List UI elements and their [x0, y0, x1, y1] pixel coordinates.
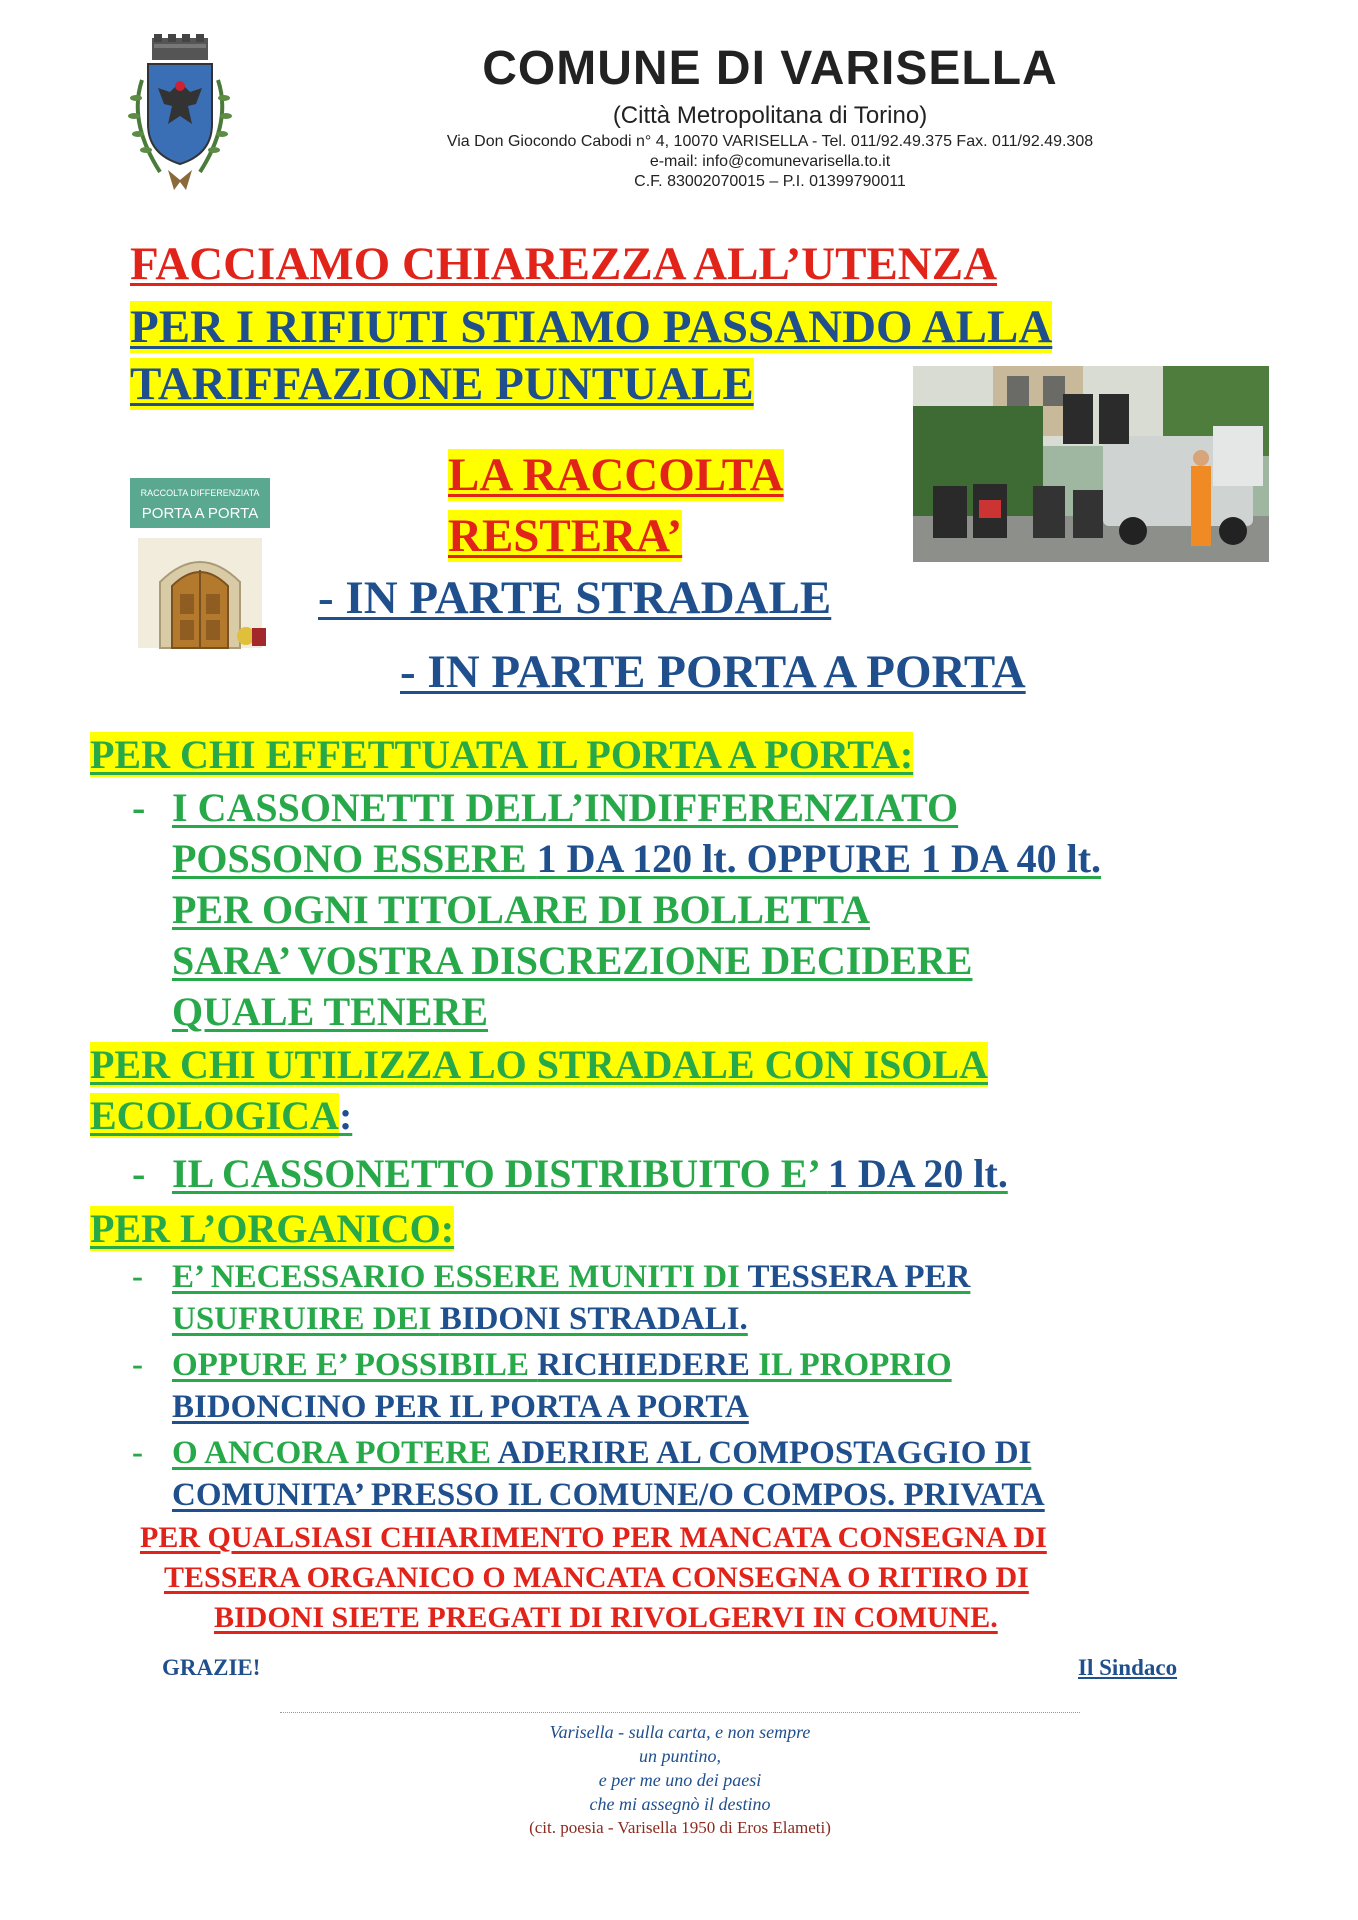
organico-bullet-3b: ADERIRE AL COMPOSTAGGIO DI — [497, 1435, 1032, 1471]
poem-line-1: Varisella - sulla carta, e non sempre — [549, 1722, 811, 1742]
poem-quote — [380, 1720, 980, 1816]
section-stradale-dash: - — [132, 1151, 146, 1196]
organico-bullet-1-line-2 — [172, 1302, 748, 1337]
section-porta-line-2 — [172, 838, 1101, 880]
collection-item-stradale: - IN PARTE STRADALE — [318, 572, 832, 624]
section-porta-line-4: SARA’ VOSTRA DISCREZIONE DECIDERE — [172, 938, 973, 983]
separator-line — [280, 1712, 1080, 1713]
section-stradale-bin-size: 1 DA 20 lt. — [827, 1151, 1008, 1196]
organico-bullet-3-dash: - — [132, 1435, 143, 1471]
organico-bullet-2c: IL PROPRIO — [749, 1347, 952, 1383]
collection-title-1 — [448, 451, 784, 500]
section-stradale-line-1 — [172, 1153, 1008, 1195]
organico-bullet-3a: O ANCORA POTERE — [172, 1435, 498, 1471]
organico-bullet-1d: BIDONI STRADALI. — [439, 1301, 748, 1337]
section-porta-heading — [90, 734, 913, 776]
poem-line-4: che mi assegnò il destino — [589, 1794, 771, 1814]
municipality-tax-code: C.F. 83002070015 – P.I. 01399790011 — [634, 173, 906, 190]
headline-line-1: FACCIAMO CHIAREZZA ALL’UTENZA — [130, 238, 998, 290]
municipality-address: Via Don Giocondo Cabodi n° 4, 10070 VARISELLA - Tel. 011/92.49.375 Fax. 011/92.49.308 — [446, 133, 1094, 150]
organico-bullet-1-line-1 — [172, 1260, 970, 1295]
organico-bullet-3-line-2: COMUNITA’ PRESSO IL COMUNE/O COMPOS. PRIVATA — [172, 1477, 1045, 1513]
porta-a-porta-badge — [128, 478, 272, 654]
collection-title-2 — [448, 512, 682, 561]
organico-bullet-3-line-1 — [172, 1436, 1031, 1471]
poem-citation: (cit. poesia - Varisella 1950 di Eros Elameti) — [529, 1818, 831, 1837]
municipality-header — [380, 40, 1160, 192]
section-stradale-heading-1-text: PER CHI UTILIZZA LO STRADALE CON ISOLA — [90, 1042, 988, 1087]
section-porta-line-1: I CASSONETTI DELL’INDIFFERENZIATO — [172, 785, 959, 830]
municipal-crest-logo — [124, 32, 236, 196]
notice-line-2: TESSERA ORGANICO O MANCATA CONSEGNA O RITIRO DI — [164, 1561, 1029, 1594]
collection-title-2-text: RESTERA’ — [448, 510, 683, 562]
waste-collection-photo — [913, 366, 1269, 562]
section-stradale-line-1a: IL CASSONETTO DISTRIBUITO E’ — [172, 1151, 828, 1196]
headline-line-3 — [130, 360, 754, 409]
section-porta-heading-text: PER CHI EFFETTUATA IL PORTA A PORTA: — [90, 732, 914, 777]
headline-line-3-text: TARIFFAZIONE PUNTUALE — [130, 358, 754, 410]
headline-line-2 — [130, 303, 1052, 352]
poem-line-3: e per me uno dei paesi — [598, 1770, 762, 1790]
municipality-name: COMUNE DI VARISELLA — [482, 42, 1058, 95]
section-stradale-heading-2-text: ECOLOGICA — [90, 1093, 339, 1138]
organico-bullet-1c: USUFRUIRE DEI — [172, 1301, 440, 1337]
collection-item-porta: - IN PARTE PORTA A PORTA — [400, 646, 1026, 698]
organico-bullet-1b: TESSERA PER — [747, 1259, 971, 1295]
section-porta-line-3: PER OGNI TITOLARE DI BOLLETTA — [172, 887, 870, 932]
section-stradale-heading-1 — [90, 1044, 988, 1086]
section-porta-bin-sizes: 1 DA 120 lt. OPPURE 1 DA 40 lt. — [536, 836, 1102, 881]
section-stradale-heading-2 — [90, 1095, 352, 1137]
organico-bullet-2-line-2: BIDONCINO PER IL PORTA A PORTA — [172, 1389, 749, 1425]
section-organico-heading-text: PER L’ORGANICO: — [90, 1206, 455, 1251]
section-porta-line-5: QUALE TENERE — [172, 989, 489, 1034]
section-porta-dash: - — [132, 785, 146, 830]
organico-bullet-2-dash: - — [132, 1347, 143, 1383]
badge-line-2: PORTA A PORTA — [141, 505, 259, 522]
organico-bullet-2a: OPPURE E’ POSSIBILE — [172, 1347, 538, 1383]
notice-line-1: PER QUALSIASI CHIARIMENTO PER MANCATA CONSEGNA DI — [140, 1521, 1047, 1554]
organico-bullet-1-dash: - — [132, 1259, 143, 1295]
headline-line-2-text: PER I RIFIUTI STIAMO PASSANDO ALLA — [130, 301, 1053, 353]
municipality-email: e-mail: info@comunevarisella.to.it — [649, 153, 891, 170]
municipality-subtitle: (Città Metropolitana di Torino) — [612, 102, 928, 129]
collection-title-1-text: LA RACCOLTA — [448, 449, 784, 501]
organico-bullet-2-line-1 — [172, 1348, 952, 1383]
badge-line-1: RACCOLTA DIFFERENZIATA — [140, 488, 260, 498]
thanks-text: GRAZIE! — [162, 1655, 261, 1680]
section-organico-heading — [90, 1208, 454, 1250]
section-stradale-heading-2-colon: : — [338, 1093, 353, 1138]
mayor-signature: Il Sindaco — [1078, 1655, 1178, 1680]
section-porta-line-2a: POSSONO ESSERE — [172, 836, 537, 881]
notice-line-3: BIDONI SIETE PREGATI DI RIVOLGERVI IN COMUNE. — [214, 1601, 998, 1634]
poem-line-2: un puntino, — [638, 1746, 721, 1766]
organico-bullet-2b: RICHIEDERE — [537, 1347, 750, 1383]
organico-bullet-1a: E’ NECESSARIO ESSERE MUNITI DI — [172, 1259, 748, 1295]
